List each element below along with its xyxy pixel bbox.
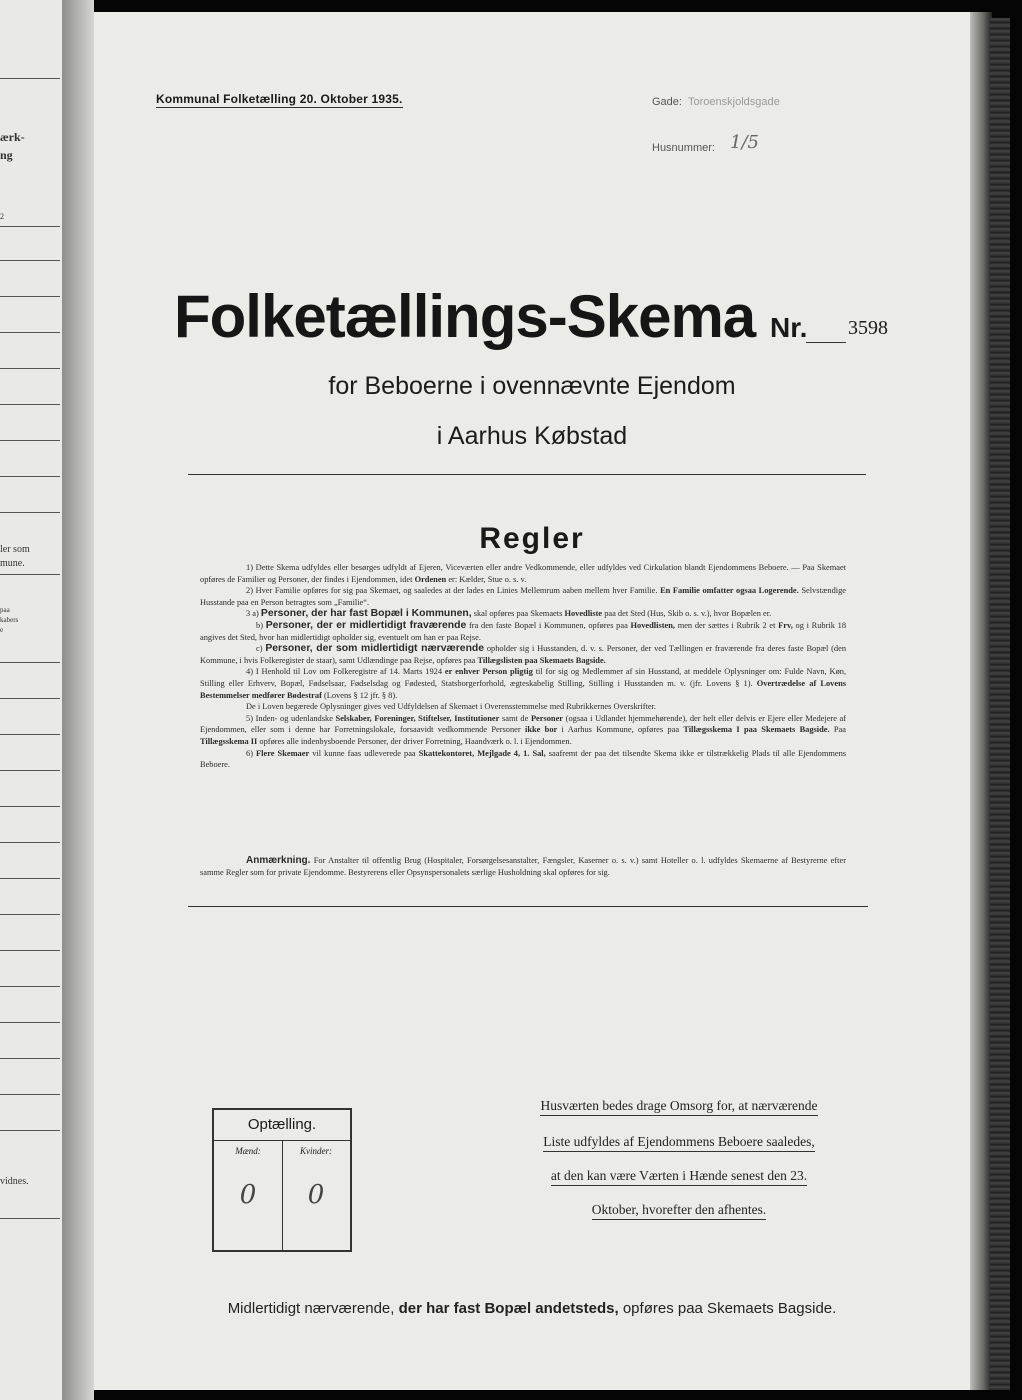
- landlord-notice-line: [514, 1202, 844, 1218]
- footer-bold: der har fast Bopæl andetsteds,: [398, 1300, 619, 1317]
- rule-5-text: samt de: [501, 713, 529, 723]
- rule-4-bold: er enhver Person pligtig: [444, 667, 533, 677]
- rule-6-bold2: Skattekontoret, Mejlgade 4, 1. Sal,: [418, 748, 546, 758]
- rule-5-end: opføres alle indenbysboende Personer, der driver Forretning, Haandværk o. l. i Ejendommen.: [259, 736, 572, 746]
- left-rule: [0, 1058, 60, 1059]
- footer-note: [94, 1300, 970, 1317]
- count-title: Optælling.: [214, 1110, 350, 1141]
- rule-3a-bold2: Hovedliste: [564, 609, 603, 619]
- rule-4-bold2: Overtrædelse af Lovens Bestemmelser medfører Bødestraf: [200, 678, 846, 700]
- form-number-line: [806, 342, 846, 343]
- left-rule: [0, 1022, 60, 1023]
- rule-5-bold3: ikke bor: [525, 725, 558, 735]
- women-count: 0: [307, 1180, 325, 1210]
- form-number-value: 3598: [848, 317, 888, 339]
- rule-4-text: til for sig og Medlemmer af sin Husstand, at meddele Oplysninger om: Fulde Navn, Køn, Stilling eller Erhverv, Bopæl, Fødselsaar, Fødselsdag og Fødested, Statsborgerforhold, ægteskabelig Stilling, Stilling i Husstanden m. v. (jfr. Lovens § 1).: [200, 667, 847, 688]
- rule-3c-bold2: Tillægslisten paa Skemaets Bagside.: [477, 655, 606, 665]
- left-fragment: mune.: [0, 558, 25, 569]
- left-fragment: ng: [0, 148, 13, 162]
- rule-3b-num: b): [256, 620, 263, 630]
- left-fragment: e: [0, 626, 4, 634]
- rule-4-end: (Lovens § 12 jfr. § 8).: [323, 690, 398, 700]
- notice-text: Oktober, hvorefter den afhentes.: [592, 1202, 767, 1220]
- footer-part1: Midlertidigt nærværende,: [227, 1300, 395, 1317]
- rule-3b-bold2: Hovedlisten,: [630, 620, 675, 630]
- rule-3a-text: skal opføres paa Skemaets: [473, 609, 563, 619]
- left-rule: [0, 296, 60, 297]
- rule-2: 2) Hver Familie opføres for sig paa Skemaet, og saaledes at der lades en Linies Mellemrum aaben mellem hver Familie.: [246, 586, 658, 596]
- rules-text: [200, 562, 846, 771]
- rule-3c-num: c): [256, 644, 263, 654]
- notice-text: Husværten bedes drage Omsorg for, at nærværende: [540, 1098, 817, 1116]
- footer-part2: opføres paa Skemaets Bagside.: [622, 1300, 837, 1317]
- left-rule: [0, 842, 60, 843]
- landlord-notice-line: [514, 1168, 844, 1184]
- street-label: Gade:: [652, 96, 682, 108]
- left-rule: [0, 512, 60, 513]
- rule-4: 4) I Henhold til Lov om Folkeregistre af 14. Marts 1924: [246, 667, 443, 677]
- left-rule: [0, 806, 60, 807]
- left-rule: [0, 226, 60, 227]
- census-form-page: [94, 12, 970, 1390]
- notice-text: at den kan være Værten i Hænde senest den 23.: [551, 1168, 807, 1186]
- house-number-label: Husnummer:: [652, 142, 715, 154]
- left-rule: [0, 1130, 60, 1131]
- rule-3b-text: fra den faste Bopæl i Kommunen, opføres paa: [469, 620, 628, 630]
- rule-1-end: er: Kælder, Stue o. s. v.: [448, 574, 527, 584]
- rule-3b-bold3: Frv,: [778, 620, 793, 630]
- rule-6-end: saafremt der paa det tilsendte Skema ikke er tilstrækkelig Plads til alle Ejendommens Beboere.: [200, 748, 847, 770]
- form-number-label: Nr.: [770, 312, 808, 343]
- rule-3a-bold: Personer, der har fast Bopæl i Kommunen,: [260, 608, 472, 620]
- left-rule: [0, 368, 60, 369]
- left-rule: [0, 476, 60, 477]
- left-rule: [0, 734, 60, 735]
- book-gutter: [62, 0, 94, 1400]
- left-rule: [0, 404, 60, 405]
- form-title: Folketællings-Skema: [174, 283, 756, 350]
- remark-body: For Anstalter til offentlig Brug (Hospitaler, Forsørgelsesanstalter, Fængsler, Kaserner o. s. v.) samt Hoteller o. l. udfyldes Skemaerne af Bestyrerne efter samme Regler som for private Ejendomme. Bestyrerens eller Opsynspersonalets særlige Husholdning skal opføres for sig.: [200, 856, 846, 877]
- divider: [188, 906, 868, 907]
- left-rule: [0, 770, 60, 771]
- rule-5-bold: Selskaber, Foreninger, Stiftelser, Institutioner: [335, 713, 500, 723]
- left-rule: [0, 1218, 60, 1219]
- rule-3c-bold: Personer, der som midlertidigt nærværende: [265, 643, 485, 655]
- left-facing-page: [0, 0, 66, 1400]
- rule-5-bold5: Tillægsskema II: [200, 736, 258, 746]
- remark-label: Anmærkning.: [246, 855, 311, 866]
- form-subtitle: for Beboerne i ovennævnte Ejendom: [328, 372, 736, 400]
- left-rule: [0, 1094, 60, 1095]
- rules-heading: Regler: [479, 522, 585, 555]
- rule-4b: De i Loven begærede Oplysninger gives ved Udfyldelsen af Skemaet i Overensstemmelse med Rubrikkernes Overskrifter.: [246, 702, 657, 712]
- rule-5-text2: (ogsaa i Udlandet hjemmehørende), der helt eller delvis er Ejere eller Medejere af Ejendommen, eller som i denne har Forretningslokale, forsaavidt vedkommende Personer: [200, 713, 847, 735]
- left-rule: [0, 260, 60, 261]
- rule-5-text3: i Aarhus Kommune, opføres paa: [561, 725, 680, 735]
- left-fragment: paa: [0, 606, 10, 614]
- rule-6-text: vil kunne faas udleverede paa: [312, 748, 416, 758]
- census-header-title: Kommunal Folketælling 20. Oktober 1935.: [156, 92, 403, 106]
- book-binding: [990, 18, 1010, 1390]
- rule-3b-text2: men der sættes i Rubrik 2 et: [677, 620, 776, 630]
- men-label: Mænd:: [235, 1146, 261, 1156]
- left-rule: [0, 662, 60, 663]
- left-rule: [0, 914, 60, 915]
- left-rule: [0, 878, 60, 879]
- page-edge: [970, 12, 992, 1390]
- rule-6-bold: Flere Skemaer: [256, 748, 310, 758]
- notice-text: Liste udfyldes af Ejendommens Beboere saaledes,: [543, 1134, 814, 1152]
- landlord-notice-line: [514, 1134, 844, 1150]
- divider: [188, 474, 866, 475]
- left-rule: [0, 986, 60, 987]
- left-fragment: ler som: [0, 544, 30, 555]
- rule-5-bold4: Tillægsskema I paa Skemaets Bagside.: [683, 725, 830, 735]
- remark-text: [200, 855, 846, 878]
- left-fragment: 2: [0, 212, 4, 221]
- left-fragment: ærk-: [0, 130, 25, 144]
- rule-2-bold: En Familie omfatter ogsaa Logerende.: [660, 586, 799, 596]
- street-value: Toroenskjoldsgade: [688, 96, 780, 108]
- rule-3b-bold: Personer, der er midlertidigt fraværende: [265, 619, 467, 631]
- house-number-value: 1/5: [730, 132, 759, 153]
- left-rule: [0, 440, 60, 441]
- rule-3a-end: paa det Sted (Hus, Skib o. s. v.), hvor Bopælen er.: [604, 609, 772, 619]
- rule-5-bold2: Personer: [530, 713, 564, 723]
- count-box: [212, 1108, 352, 1252]
- rule-5: 5) Inden- og udenlandske: [246, 713, 333, 723]
- landlord-notice-line: [514, 1098, 844, 1114]
- rule-5-text4: Paa: [833, 725, 846, 735]
- rule-1-bold: Ordenen: [414, 574, 447, 584]
- left-rule: [0, 574, 60, 575]
- left-rule: [0, 332, 60, 333]
- rule-3c-text: opholder sig i Husstanden, d. v. s. Personer, der ved Tællingen er fraværende fra deres faste Bopæl (den Kommune, i hvis Folkeregister de staar), samt Udlændinge paa Rejse, opføres paa: [200, 644, 847, 665]
- men-count: 0: [239, 1180, 257, 1210]
- left-rule: [0, 698, 60, 699]
- left-rule: [0, 78, 60, 79]
- women-label: Kvinder:: [300, 1146, 332, 1156]
- rule-2-end: Selvstændige Husstande paa en Person betragtes som „Familie“.: [200, 586, 847, 607]
- rule-6: 6): [246, 748, 253, 758]
- form-city: i Aarhus Købstad: [436, 422, 628, 450]
- left-fragment: vidnes.: [0, 1176, 29, 1187]
- left-fragment: kabers: [0, 616, 19, 624]
- rule-1: 1) Dette Skema udfyldes eller besørges udfyldt af Ejeren, Viceværten eller andre Vedkommende, eller udfyldes ved Cirkulation blandt Ejendommens Beboere. — Paa Skemaet opføres de Familier og Personer, der findes i Ejendommen, idet: [200, 563, 846, 584]
- left-rule: [0, 950, 60, 951]
- rule-3b-end: og i Rubrik 18 angives det Sted, hvor han midlertidigt opholder sig, eventuelt om han er paa Rejse.: [200, 620, 847, 642]
- rule-3a-num: 3 a): [246, 609, 259, 619]
